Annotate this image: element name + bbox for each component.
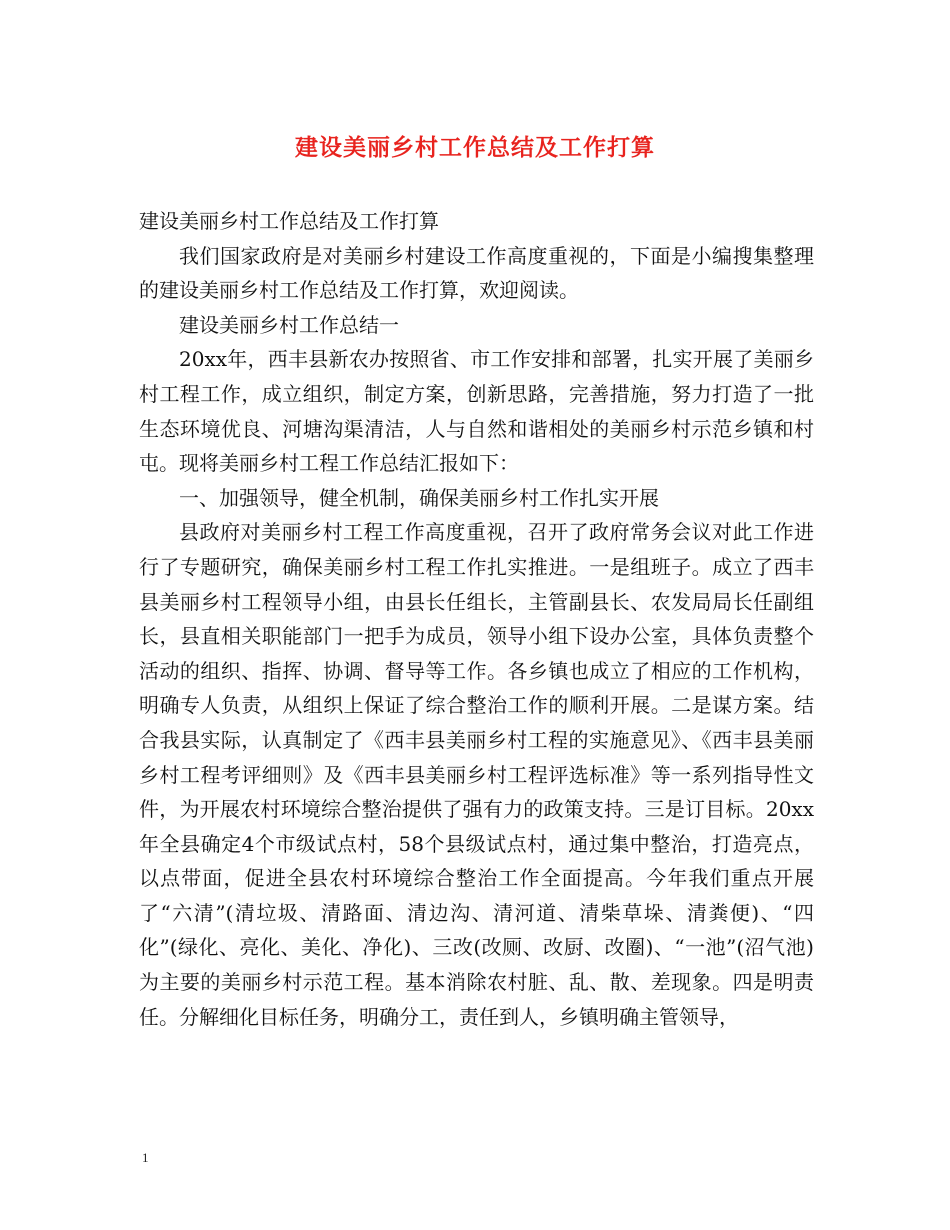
section-title: 建设美丽乡村工作总结一 (179, 312, 399, 337)
summary-paragraph: 20xx年，西丰县新农办按照省、市工作安排和部署，扎实开展了美丽乡村工程工作，成立组织，制定方案，创新思路，完善措施，努力打造了一批生态环境优良、河塘沟渠清洁，人与自然和谐相处的美丽乡村示范乡镇和村屯。现将美丽乡村工程工作总结汇报如下： (139, 347, 814, 476)
page-number: 1 (142, 1150, 149, 1165)
detail-paragraph: 县政府对美丽乡村工程工作高度重视，召开了政府常务会议对此工作进行了专题研究，确保美丽乡村工程工作扎实推进。一是组班子。成立了西丰县美丽乡村工程领导小组，由县长任组长，主管副县长、农发局局长任副组长，县直相关职能部门一把手为成员，领导小组下设办公室，具体负责整个活动的组织、指挥、协调、督导等工作。各乡镇也成立了相应的工作机构，明确专人负责，从组织上保证了综合整治工作的顺利开展。二是谋方案。结合我县实际，认真制定了《西丰县美丽乡村工程的实施意见》、《西丰县美丽乡村工程考评细则》及《西丰县美丽乡村工程评选标准》等一系列指导性文件，为开展农村环境综合整治提供了强有力的政策支持。三是订目标。20xx年全县确定4个市级试点村，58个县级试点村，通过集中整治，打造亮点，以点带面，促进全县农村环境综合整治工作全面提高。今年我们重点开展了“六清”(清垃圾、清路面、清边沟、清河道、清柴草垛、清粪便)、“四化”(绿化、亮化、美化、净化)、三改(改厕、改厨、改圈)、“一池”(沼气池)为主要的美丽乡村示范工程。基本消除农村脏、乱、散、差现象。四是明责任。分解细化目标任务，明确分工，责任到人，乡镇明确主管领导， (139, 520, 814, 1029)
intro-paragraph: 我们国家政府是对美丽乡村建设工作高度重视的，下面是小编搜集整理的建设美丽乡村工作总结及工作打算，欢迎阅读。 (139, 243, 814, 303)
document-body (139, 204, 814, 1034)
subsection-heading: 一、加强领导，健全机制，确保美丽乡村工作扎实开展 (179, 485, 659, 510)
body-heading: 建设美丽乡村工作总结及工作打算 (139, 209, 439, 233)
document-title: 建设美丽乡村工作总结及工作打算 (295, 134, 655, 161)
